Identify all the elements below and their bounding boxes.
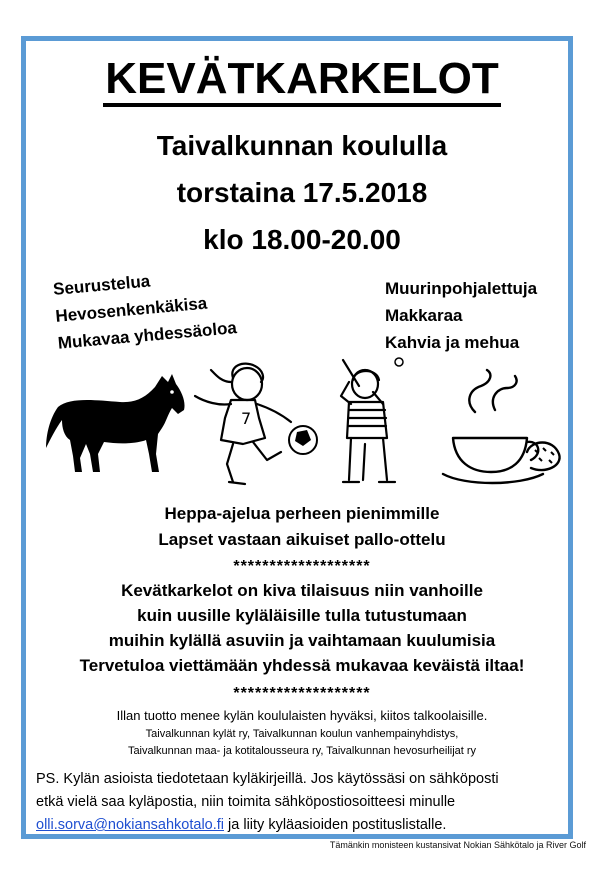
coffee-cup-illustration <box>435 362 565 492</box>
activity-item: Seurustelua <box>52 271 151 299</box>
refreshment-item: Kahvia ja mehua <box>385 333 520 352</box>
horse-illustration <box>40 362 190 482</box>
ps-line: etkä vielä saa kyläpostia, niin toimita sähköpostiosoitteesi minulle <box>36 794 456 810</box>
ps-line: PS. Kylän asioista tiedotetaan kyläkirjeillä. Jos käytössäsi on sähköposti <box>36 771 499 787</box>
event-date: torstaina 17.5.2018 <box>176 177 428 208</box>
ps-line <box>36 814 568 837</box>
refreshment-item: Makkaraa <box>385 306 463 325</box>
baseball-boy-illustration <box>325 352 415 492</box>
invite-line: Kevätkarkelot on kiva tilaisuus niin vanhoille <box>121 581 483 600</box>
invite-line: kuin uusille kyläläisille tulla tutustumaan <box>137 606 467 625</box>
organizers-line: Taivalkunnan maa- ja kotitalousseura ry, Taivalkunnan hevosurheilijat ry <box>127 745 477 757</box>
invite-line: Tervetuloa viettämään yhdessä mukavaa keväistä iltaa! <box>79 656 525 675</box>
event-time: klo 18.00-20.00 <box>203 224 401 255</box>
location: Taivalkunnan koululla <box>156 130 448 161</box>
activities-list <box>52 260 238 356</box>
proceeds-note: Illan tuotto menee kylän koululaisten hyväksi, kiitos talkoolaisille. <box>116 708 488 723</box>
poster-title: KEVÄTKARKELOT <box>0 51 604 107</box>
refreshments-list <box>385 275 537 356</box>
activity-item: Mukavaa yhdessäoloa <box>57 318 238 353</box>
svg-text:7: 7 <box>241 409 252 428</box>
sponsor-note: Tämänkin monisteen kustansivat Nokian Sähkötalo ja River Golf <box>329 840 586 850</box>
highlight-ball-game: Lapset vastaan aikuiset pallo-ottelu <box>158 530 446 549</box>
activity-item: Hevosenkenkäkisa <box>54 293 208 326</box>
star-divider: ******************* <box>233 558 371 575</box>
organizers-line: Taivalkunnan kylät ry, Taivalkunnan koulun vanhempainyhdistys, <box>145 728 459 740</box>
star-divider: ******************* <box>233 685 371 702</box>
invite-line: muihin kylällä asuviin ja vaihtamaan kuulumisia <box>108 631 496 650</box>
highlight-pony-rides: Heppa-ajelua perheen pienimmille <box>164 504 440 523</box>
refreshment-item: Muurinpohjalettuja <box>385 279 538 298</box>
ps-note <box>36 768 568 837</box>
email-link[interactable]: olli.sorva@nokiansahkotalo.fi <box>36 817 225 833</box>
ps-line-end: ja liity kyläasioiden postituslistalle. <box>224 817 447 833</box>
football-girl-illustration <box>185 352 325 492</box>
